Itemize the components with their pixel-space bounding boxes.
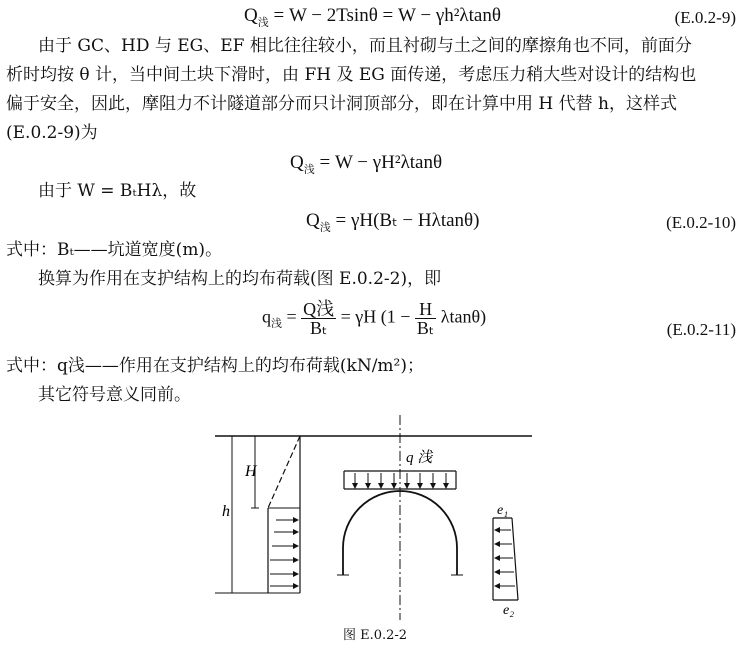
since-line: 由于 W = BₜHλ，故 [38, 181, 197, 201]
equation-number: (E.0.2-11) [666, 320, 736, 339]
figure-caption: 图 E.0.2-2 [342, 628, 408, 643]
fraction-denominator: Bₜ [416, 318, 435, 338]
paragraph-line: 析时均按 θ 计，当中间土块下滑时，由 FH 及 EG 面传递，考虑压力稍大些对设计的结构也 [6, 65, 697, 85]
definition-bt: 式中：Bₜ——坑道宽度(m)。 [6, 240, 223, 260]
eq-left: Q [290, 152, 304, 173]
equation-number: (E.0.2-10) [666, 213, 736, 232]
equation-number: (E.0.2-9) [674, 8, 736, 27]
label-q: q 浅 [406, 450, 433, 466]
eq-rhs: = γH(Bₜ − Hλtanθ) [335, 210, 480, 231]
eq-sub: 浅 [271, 318, 282, 331]
eq-left: q [262, 306, 271, 327]
eq-left: Q [244, 5, 258, 26]
eq-sub: 浅 [257, 16, 269, 29]
eq-mid: = γH [340, 306, 377, 327]
eq-tail: λtanθ) [440, 306, 487, 327]
left-pressure-diagram [268, 436, 300, 593]
eq-rhs: = W − γH²λtanθ [319, 152, 443, 173]
label-h: h [222, 503, 230, 520]
right-pressure-diagram [493, 518, 518, 600]
eq-sub: 浅 [319, 221, 331, 234]
eq-paren-open: (1 − [380, 306, 411, 327]
eq-left: Q [306, 210, 320, 231]
others-line: 其它符号意义同前。 [38, 385, 191, 405]
paragraph-line: (E.0.2-9)为 [6, 123, 98, 143]
convert-line: 换算为作用在支护结构上的均布荷载(图 E.0.2-2)，即 [38, 269, 442, 289]
eq-sub: 浅 [303, 163, 315, 176]
paragraph-line: 偏于安全，因此，摩阻力不计隧道部分而只计洞顶部分，即在计算中用 H 代替 h，这样式 [6, 94, 677, 114]
equation-e0211: $q_浅$ = $\frac{\text{Q浅}}{\text{Bₜ}}$ = γH (1 − $\frac{H}{\text{Bₜ}}$ λtanθ) [262, 299, 487, 338]
label-e2: e₂ [503, 603, 515, 618]
eq-rhs: = W − 2Tsinθ = W − γh²λtanθ [273, 5, 501, 26]
fraction-denominator: Bₜ [309, 318, 328, 338]
paragraph-line: 由于 GC、HD 与 EG、EF 相比往往较小，而且衬砌与土之间的摩擦角也不同，前面分 [38, 36, 692, 56]
label-e1: e₁ [497, 503, 509, 518]
fraction-numerator: H [415, 300, 436, 319]
definition-q: 式中：q浅——作用在支护结构上的均布荷载(kN/m²)； [6, 356, 424, 376]
fraction-numerator: Q浅 [303, 299, 335, 319]
label-H: H [245, 463, 257, 480]
